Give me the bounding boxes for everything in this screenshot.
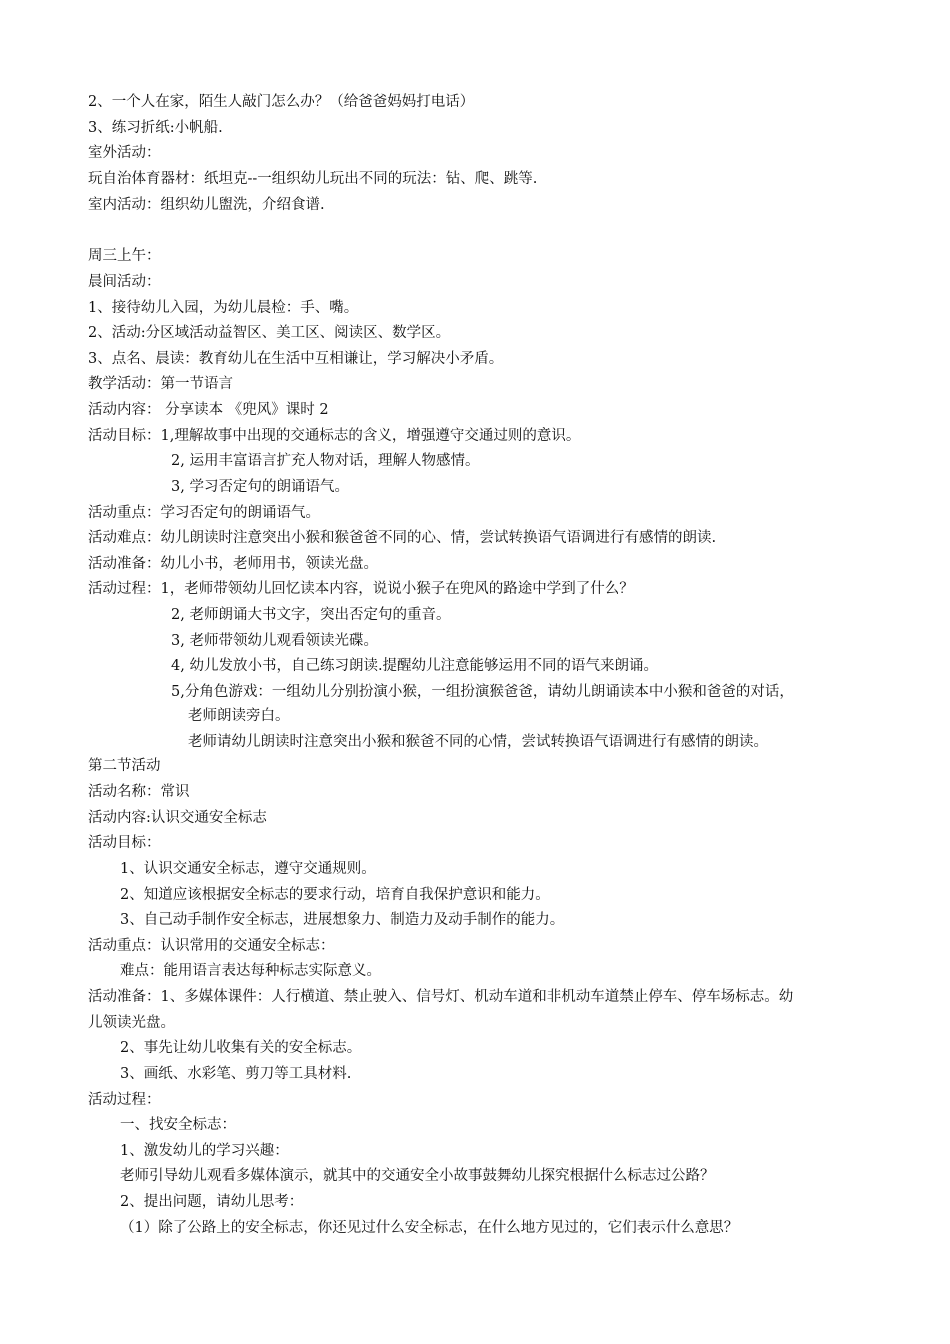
text-line: 2、提出问题，请幼儿思考： [120, 1194, 304, 1210]
text-line: 5,分角色游戏：一组幼儿分别扮演小猴，一组扮演猴爸爸，请幼儿朗诵读本中小猴和爸爸的对话， [171, 684, 794, 700]
text-line: 1、认识交通安全标志，遵守交通规则。 [120, 861, 376, 877]
text-line: 3, 老师带领幼儿观看领读光碟。 [171, 633, 378, 649]
text-line: 活动内容： 分享读本 《兜风》课时 2 [88, 402, 329, 418]
text-line: 活动准备：幼儿小书，老师用书，领读光盘。 [88, 556, 378, 572]
text-line: 活动重点：认识常用的交通安全标志： [88, 938, 335, 954]
text-line: 活动重点：学习否定句的朗诵语气。 [88, 505, 320, 521]
text-line: 活动难点：幼儿朗读时注意突出小猴和猴爸爸不同的心、情，尝试转换语气语调进行有感情的朗读. [88, 530, 717, 546]
text-line: 1、激发幼儿的学习兴趣： [120, 1143, 289, 1159]
text-line: 难点：能用语言表达每种标志实际意义。 [120, 963, 381, 979]
text-line: 老师请幼儿朗读时注意突出小猴和猴爸不同的心情，尝试转换语气语调进行有感情的朗读。 [188, 734, 768, 750]
text-line: 活动准备：1、多媒体课件：人行横道、禁止驶入、信号灯、机动车道和非机动车道禁止停车、停车场标志。幼 [88, 989, 794, 1005]
text-line: 2、一个人在家，陌生人敲门怎么办？（给爸爸妈妈打电话） [88, 94, 475, 110]
text-line: 3、练习折纸:小帆船. [88, 120, 223, 136]
text-line: 教学活动：第一节语言 [88, 376, 233, 392]
text-line: 老师朗读旁白。 [188, 708, 290, 724]
text-line: 老师引导幼儿观看多媒体演示，就其中的交通安全小故事鼓舞幼儿探究根据什么标志过公路？ [120, 1168, 715, 1184]
text-line: 2、活动:分区域活动益智区、美工区、阅读区、数学区。 [88, 325, 451, 341]
text-line: 活动目标：1,理解故事中出现的交通标志的含义，增强遵守交通过则的意识。 [88, 428, 581, 444]
text-line: 2、事先让幼儿收集有关的安全标志。 [120, 1040, 362, 1056]
text-line: 2, 老师朗诵大书文字，突出否定句的重音。 [171, 607, 451, 623]
text-line: 3, 学习否定句的朗诵语气。 [171, 479, 349, 495]
text-line: 室内活动：组织幼儿盥洗，介绍食谱. [88, 197, 325, 213]
text-line: 活动目标： [88, 835, 161, 851]
text-line: 一、找安全标志： [120, 1117, 236, 1133]
text-line: 活动内容:认识交通安全标志 [88, 810, 267, 826]
text-line: 2、知道应该根据安全标志的要求行动，培育自我保护意识和能力。 [120, 887, 550, 903]
text-line: 3、画纸、水彩笔、剪刀等工具材料. [120, 1066, 352, 1082]
text-line: 3、自己动手制作安全标志，进展想象力、制造力及动手制作的能力。 [120, 912, 565, 928]
text-line: 2, 运用丰富语言扩充人物对话，理解人物感情。 [171, 453, 480, 469]
text-line: 玩自治体育器材：纸坦克--一组织幼儿玩出不同的玩法：钻、爬、跳等. [88, 171, 538, 187]
text-line: 4, 幼儿发放小书，自己练习朗读.提醒幼儿注意能够运用不同的语气来朗诵。 [171, 658, 659, 674]
text-line: 活动过程：1，老师带领幼儿回忆读本内容，说说小猴子在兜风的路途中学到了什么？ [88, 581, 634, 597]
text-line: 周三上午： [88, 248, 161, 264]
text-line: 晨间活动： [88, 274, 161, 290]
text-line: 活动名称：常识 [88, 784, 190, 800]
text-line: 室外活动： [88, 145, 161, 161]
text-line: （1）除了公路上的安全标志，你还见过什么安全标志，在什么地方见过的，它们表示什么意思？ [120, 1220, 739, 1236]
text-line: 第二节活动 [88, 758, 161, 774]
text-line: 3、点名、晨读：教育幼儿在生活中互相谦让，学习解决小矛盾。 [88, 351, 504, 367]
text-line: 1、接待幼儿入园，为幼儿晨检：手、嘴。 [88, 300, 359, 316]
text-line: 活动过程： [88, 1092, 161, 1108]
text-line: 儿领读光盘。 [88, 1015, 175, 1031]
